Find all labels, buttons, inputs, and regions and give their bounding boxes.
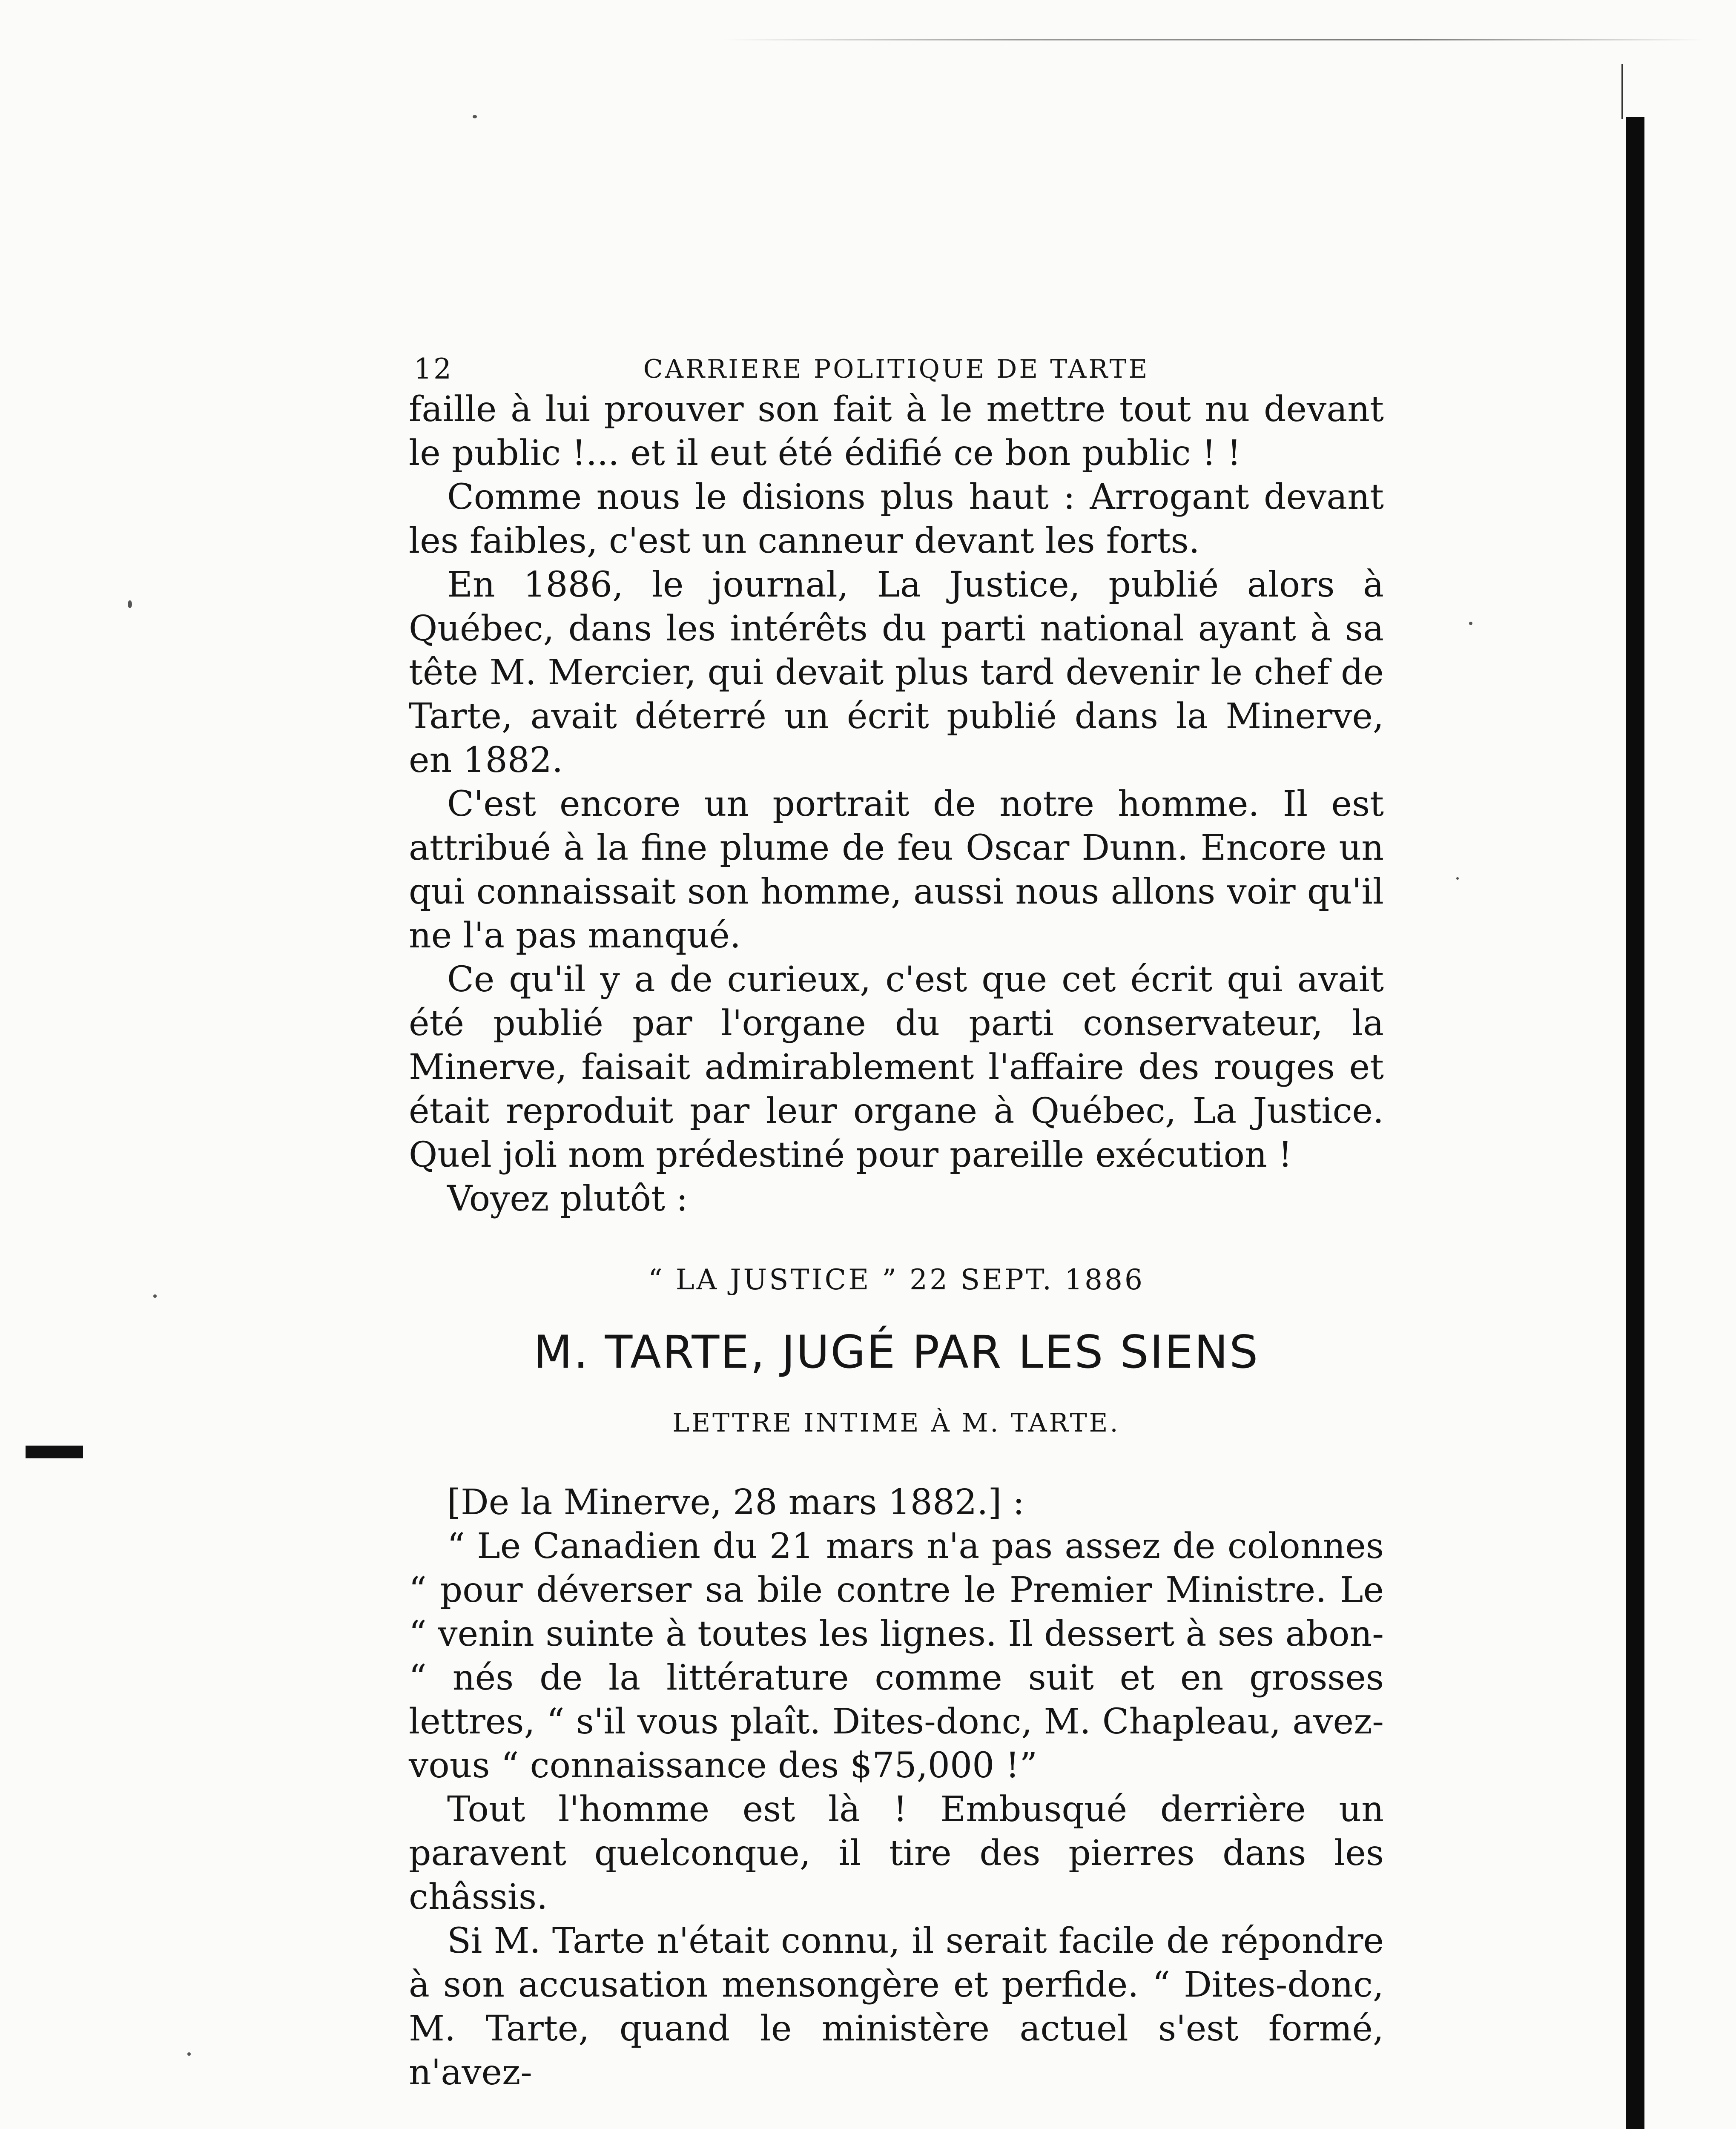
paragraph: C'est encore un portrait de notre homme. Il est attribué à la fine plume de feu Oscar Dunn. Encore un qui connaissait son homme, aussi nous allons voir qu'il ne l'a pas manqué. <box>409 784 1384 956</box>
paragraph: Tout l'homme est là ! Embusqué derrière un paravent quelconque, il tire des pierres dans les châssis. <box>409 1789 1384 1917</box>
paragraph: Ce qu'il y a de curieux, c'est que cet écrit qui avait été publié par l'organe du parti conservateur, la Minerve, faisait admirablement l'affaire des rouges et était reproduit par leur organe à Québec, La Justice. Quel joli nom prédestiné pour pareille exécution ! <box>409 959 1384 1175</box>
source-note: [De la Minerve, 28 mars 1882.] : <box>447 1482 1025 1523</box>
article-headline: M. TARTE, JUGÉ PAR LES SIENS <box>533 1326 1260 1378</box>
scan-speck <box>153 1294 157 1298</box>
scan-mark <box>26 1446 83 1458</box>
running-title: CARRIERE POLITIQUE DE TARTE <box>643 354 1150 384</box>
article-subhead: LETTRE INTIME À M. TARTE. <box>672 1408 1120 1438</box>
scan-edge-top <box>724 39 1703 40</box>
article-text <box>409 1481 1384 2095</box>
scan-speck <box>128 600 132 608</box>
page <box>409 345 1384 2095</box>
article-dateline: “ LA JUSTICE ” 22 SEPT. 1886 <box>648 1263 1145 1296</box>
page-number: 12 <box>414 353 453 385</box>
scan-speck <box>1469 622 1472 625</box>
binding-shadow <box>1626 117 1644 2129</box>
scan-speck <box>187 2052 191 2056</box>
running-header <box>409 345 1384 387</box>
binding-shadow-line <box>1621 64 1623 119</box>
paragraph: Si M. Tarte n'était connu, il serait facile de répondre à son accusation mensongère et perfide. “ Dites-donc, M. Tarte, quand le ministère actuel s'est formé, n'avez- <box>409 1921 1384 2093</box>
quoted-paragraph: “ Le Canadien du 21 mars n'a pas assez de colonnes “ pour déverser sa bile contre le Premier Ministre. Le “ venin suinte à toutes les lignes. Il dessert à ses abon- “ nés de la littérature comme suit et en grosses lettres, “ s'il vous plaît. Dites-donc, M. Chapleau, avez-vous “ connaissance des $75,000 !” <box>409 1526 1384 1786</box>
paragraph: Comme nous le disions plus haut : Arrogant devant les faibles, c'est un canneur devant les forts. <box>409 477 1384 561</box>
paragraph: faille à lui prouver son fait à le mettre tout nu devant le public !... et il eut été édifié ce bon public ! ! <box>409 389 1384 473</box>
scan-speck <box>473 115 477 118</box>
paragraph: En 1886, le journal, La Justice, publié alors à Québec, dans les intérêts du parti national ayant à sa tête M. Mercier, qui devait plus tard devenir le chef de Tarte, avait déterré un écrit publié dans la Minerve, en 1882. <box>409 565 1384 780</box>
paragraph: Voyez plutôt : <box>447 1179 688 1219</box>
scan-speck <box>1456 877 1459 880</box>
body-text <box>409 387 1384 1221</box>
